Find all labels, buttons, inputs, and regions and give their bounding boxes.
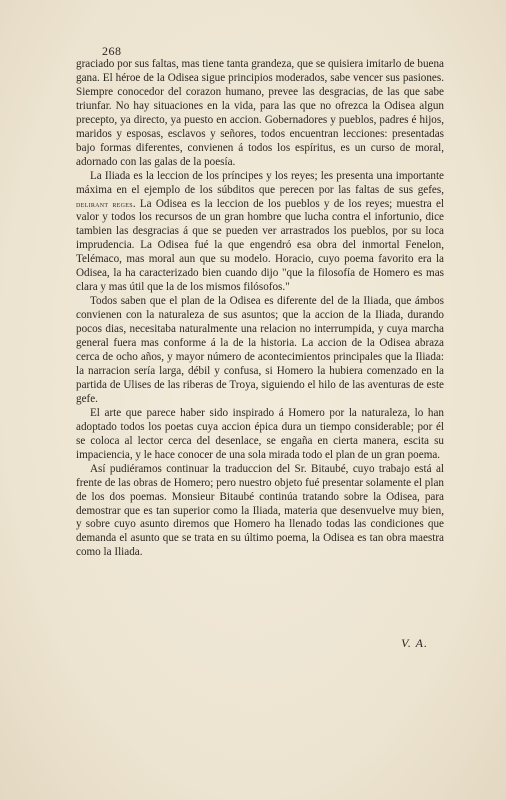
paragraph-2-text-b: . La Odisea es la leccion de los pueblos y de los reyes; muestra el valor y todos los recursos de un gran hombre que lucha contra el infortunio, dice tambien las desgracias á que se pueden ver arrastrados los pueblos, por su loca imprudencia. La Odisea fué la que engendró esa obra del inmortal Fenelon, Telémaco, mas moral aun que su modelo. Horacio, cuyo poema favorito era la Odisea, la ha caracterizado bien cuando dijo "que la filosofía de Homero es mas clara y mas útil que la de los mismos filósofos." (76, 197, 444, 294)
paragraph-1: graciado por sus faltas, mas tiene tanta grandeza, que se quisiera imitarlo de buena gana. El héroe de la Odisea sigue principios moderados, sabe vencer sus pasiones. Siempre conocedor del corazon humano, prevee las desgracias, de las que sabe triunfar. No hay situaciones en la vida, para las que no ofrezca la Odisea algun precepto, ya directo, ya puesto en accion. Gobernadores y pueblos, padres é hijos, maridos y esposas, esclavos y señores, todos encuentran lecciones: presentadas bajo formas diferentes, convienen á todos los espíritus, es un curso de moral, adornado con las galas de la poesía. (76, 58, 444, 168)
author-signature: V. A. (401, 636, 428, 650)
paragraph-2-text-a: La Iliada es la leccion de los príncipes y los reyes; les presenta una importante máxima en el ejemplo de los súbditos que perecen por las faltas de sus gefes, (76, 169, 444, 196)
latin-quote: delirant reges (76, 198, 133, 209)
paragraph-5: Así pudiéramos continuar la traduccion del Sr. Bitaubé, cuyo trabajo está al frente de las obras de Homero; pero nuestro objeto fué presentar solamente el plan de los dos poemas. Monsieur Bitaubé continúa tratando sobre la Odisea, para demostrar que es tan superior como la Iliada, materia que desenvuelve muy bien, y sobre cuyo asunto diremos que Homero ha llenado todas las condiciones que demanda el asunto que se trata en su último poema, la Odisea es tan obra maestra como la Iliada. (76, 462, 444, 559)
body-text (76, 58, 444, 560)
paragraph-3: Todos saben que el plan de la Odisea es diferente del de la Iliada, que ámbos convienen con la naturaleza de sus asuntos; que la accion de la Iliada, durando pocos dias, necesitaba naturalmente una relacion no interrumpida, y cuya marcha general fuera mas conforme á la de la historia. La accion de la Odisea abraza cerca de ocho años, y mayor número de acontecimientos principales que la Iliada: la narracion sería larga, débil y confusa, si Homero la hubiera comenzado en la partida de Ulises de las riberas de Troya, siguiendo el hilo de las aventuras de este gefe. (76, 295, 444, 405)
paragraph-4: El arte que parece haber sido inspirado á Homero por la naturaleza, lo han adoptado todos los poetas cuya accion épica dura un tiempo considerable; por él se coloca al lector cerca del desenlace, se engaña en cierta manera, escita su impaciencia, y le hace conocer de una sola mirada todo el plan de un gran poema. (76, 406, 444, 461)
page-number: 268 (102, 44, 122, 58)
paragraph-2 (76, 170, 444, 296)
